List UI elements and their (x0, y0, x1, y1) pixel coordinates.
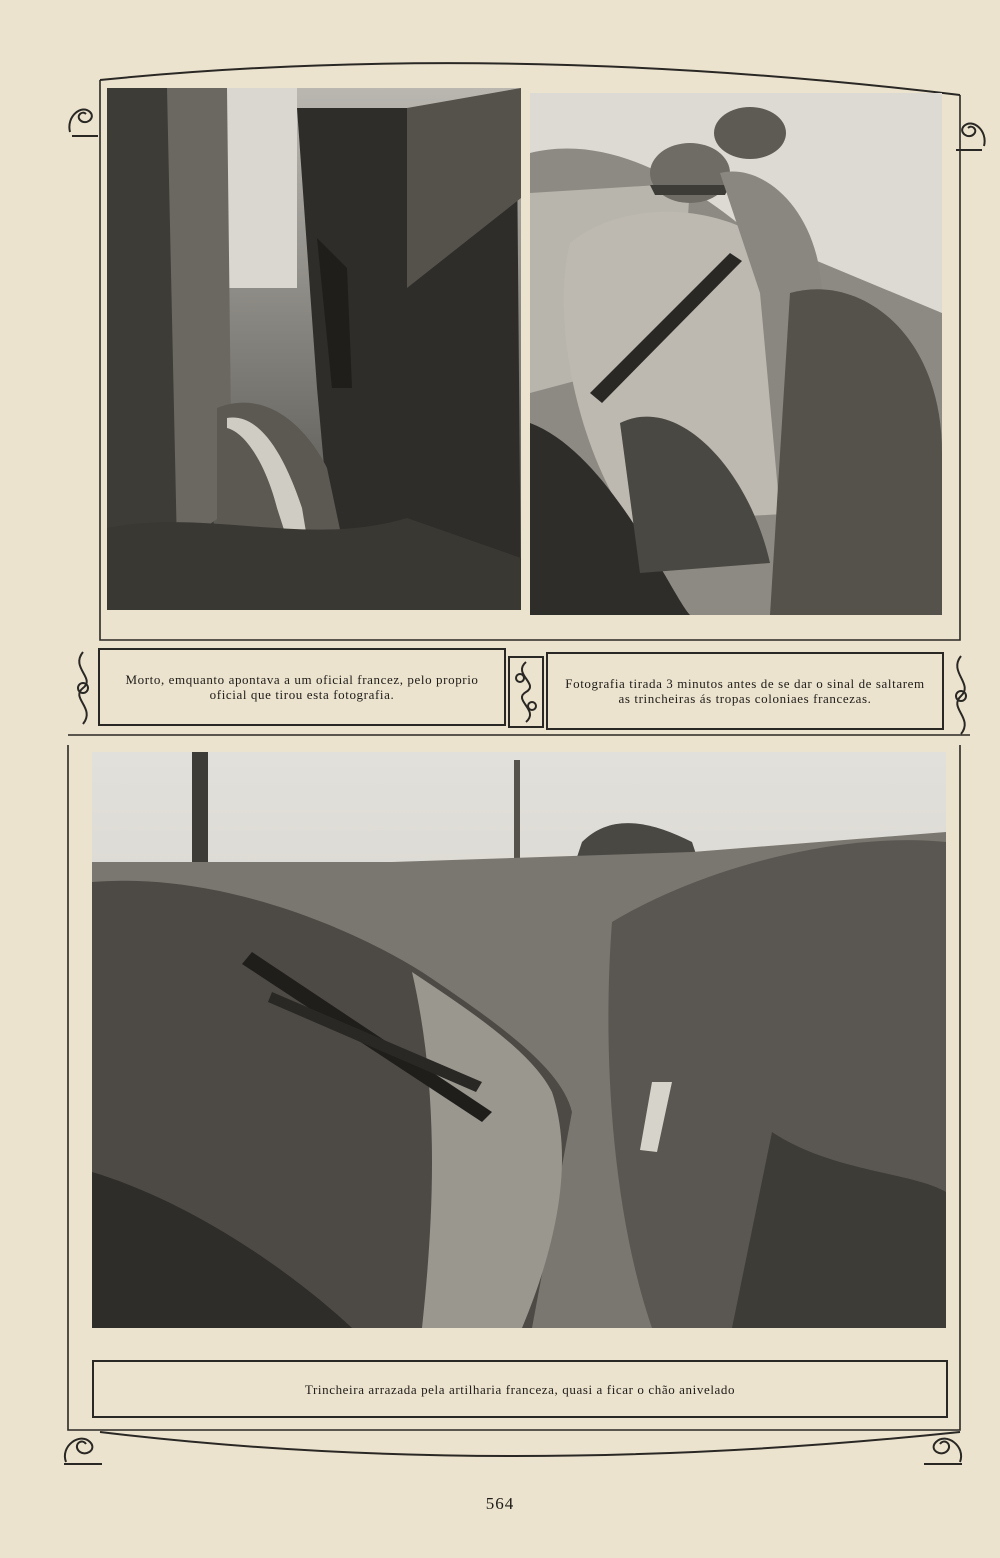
caption-box-bottom (92, 1360, 948, 1418)
caption-bottom: Trincheira arrazada pela artilharia franceza, quasi a ficar o chão anivelado (304, 1381, 736, 1397)
scroll-ornament-icon (916, 1422, 968, 1468)
scroll-ornament-icon (64, 96, 104, 140)
scroll-ornament-icon (58, 1422, 108, 1468)
page-number: 564 (485, 1494, 515, 1513)
scroll-ornament-icon (68, 648, 98, 728)
caption-box-right (546, 652, 944, 730)
photo-colonial-troops-helmets (530, 93, 942, 615)
scroll-ornament-icon (950, 110, 990, 154)
photo-destroyed-trench (92, 752, 946, 1328)
scroll-ornament-icon (506, 654, 546, 730)
photo-trench-dead-soldier (107, 88, 521, 610)
caption-top-left: Morto, emquanto apontava a um oficial francez, pelo proprio oficial que tirou esta fotografia. (125, 672, 479, 702)
caption-box-left (98, 648, 506, 726)
caption-top-right: Fotografia tirada 3 minutos antes de se dar o sinal de saltarem as trincheiras ás tropas coloniaes francezas. (565, 676, 925, 706)
scroll-ornament-icon (944, 652, 978, 738)
